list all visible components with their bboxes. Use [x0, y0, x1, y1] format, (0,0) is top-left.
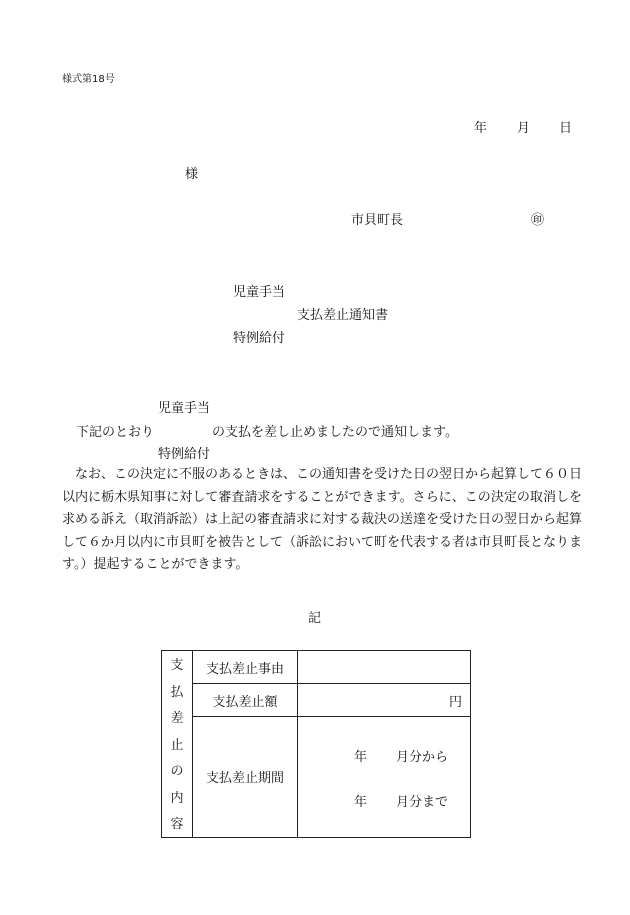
from-month-suffix: 月分から — [396, 749, 449, 765]
body-line-prefix: 下記のとおり — [76, 425, 155, 440]
form-number: 様式第18号 — [62, 74, 115, 85]
date-day-label: 日 — [559, 121, 573, 136]
vertical-char: の — [170, 764, 184, 779]
vertical-char: 内 — [170, 790, 184, 806]
date-year-label: 年 — [474, 121, 488, 136]
amount-value-field[interactable] — [298, 684, 471, 717]
reason-value-field[interactable] — [298, 651, 471, 684]
suspension-details-table — [161, 650, 471, 838]
vertical-char: 支 — [170, 658, 184, 673]
vertical-char: 差 — [170, 711, 184, 726]
body-option-child-allowance: 児童手当 — [158, 401, 211, 416]
to-month-suffix: 月分まで — [396, 794, 449, 810]
body-option-special-benefit: 特例給付 — [158, 447, 211, 462]
vertical-char: 止 — [170, 737, 184, 753]
vertical-char: 払 — [170, 684, 184, 700]
from-year-label: 年 — [354, 749, 368, 765]
sender-name: 市貝町長 — [351, 213, 404, 228]
period-value-field[interactable] — [298, 717, 471, 838]
seal-mark: ㊞ — [531, 213, 545, 228]
appeal-notice-paragraph: なお、この決定に不服のあるときは、この通知書を受けた日の翌日から起算して６０日以内に栃木県知事に対して審査請求をすることができます。さらに、この決定の取消しを求める訴え（取消訴訟）は上記の審査請求に対する裁決の送達を受けた日の翌日から起算して６か月以内に市貝町を被告として（訴訟において町を代表する者は市貝町長となります。）提起することができます。 — [62, 467, 583, 573]
vertical-char: 容 — [170, 817, 184, 832]
title-option-special-benefit: 特例給付 — [233, 331, 286, 346]
yen-unit: 円 — [448, 694, 462, 710]
vertical-header-cell — [162, 651, 193, 838]
addressee-suffix: 様 — [185, 167, 199, 182]
ki-heading: 記 — [308, 611, 322, 626]
reason-label: 支払差止事由 — [193, 651, 298, 684]
date-month-label: 月 — [517, 121, 531, 136]
amount-label: 支払差止額 — [193, 684, 298, 717]
to-year-label: 年 — [354, 794, 368, 810]
body-line-suffix: の支払を差し止めましたので通知します。 — [212, 425, 458, 440]
document-title: 支払差止通知書 — [297, 308, 389, 323]
period-label: 支払差止期間 — [193, 717, 298, 838]
title-option-child-allowance: 児童手当 — [233, 285, 286, 300]
